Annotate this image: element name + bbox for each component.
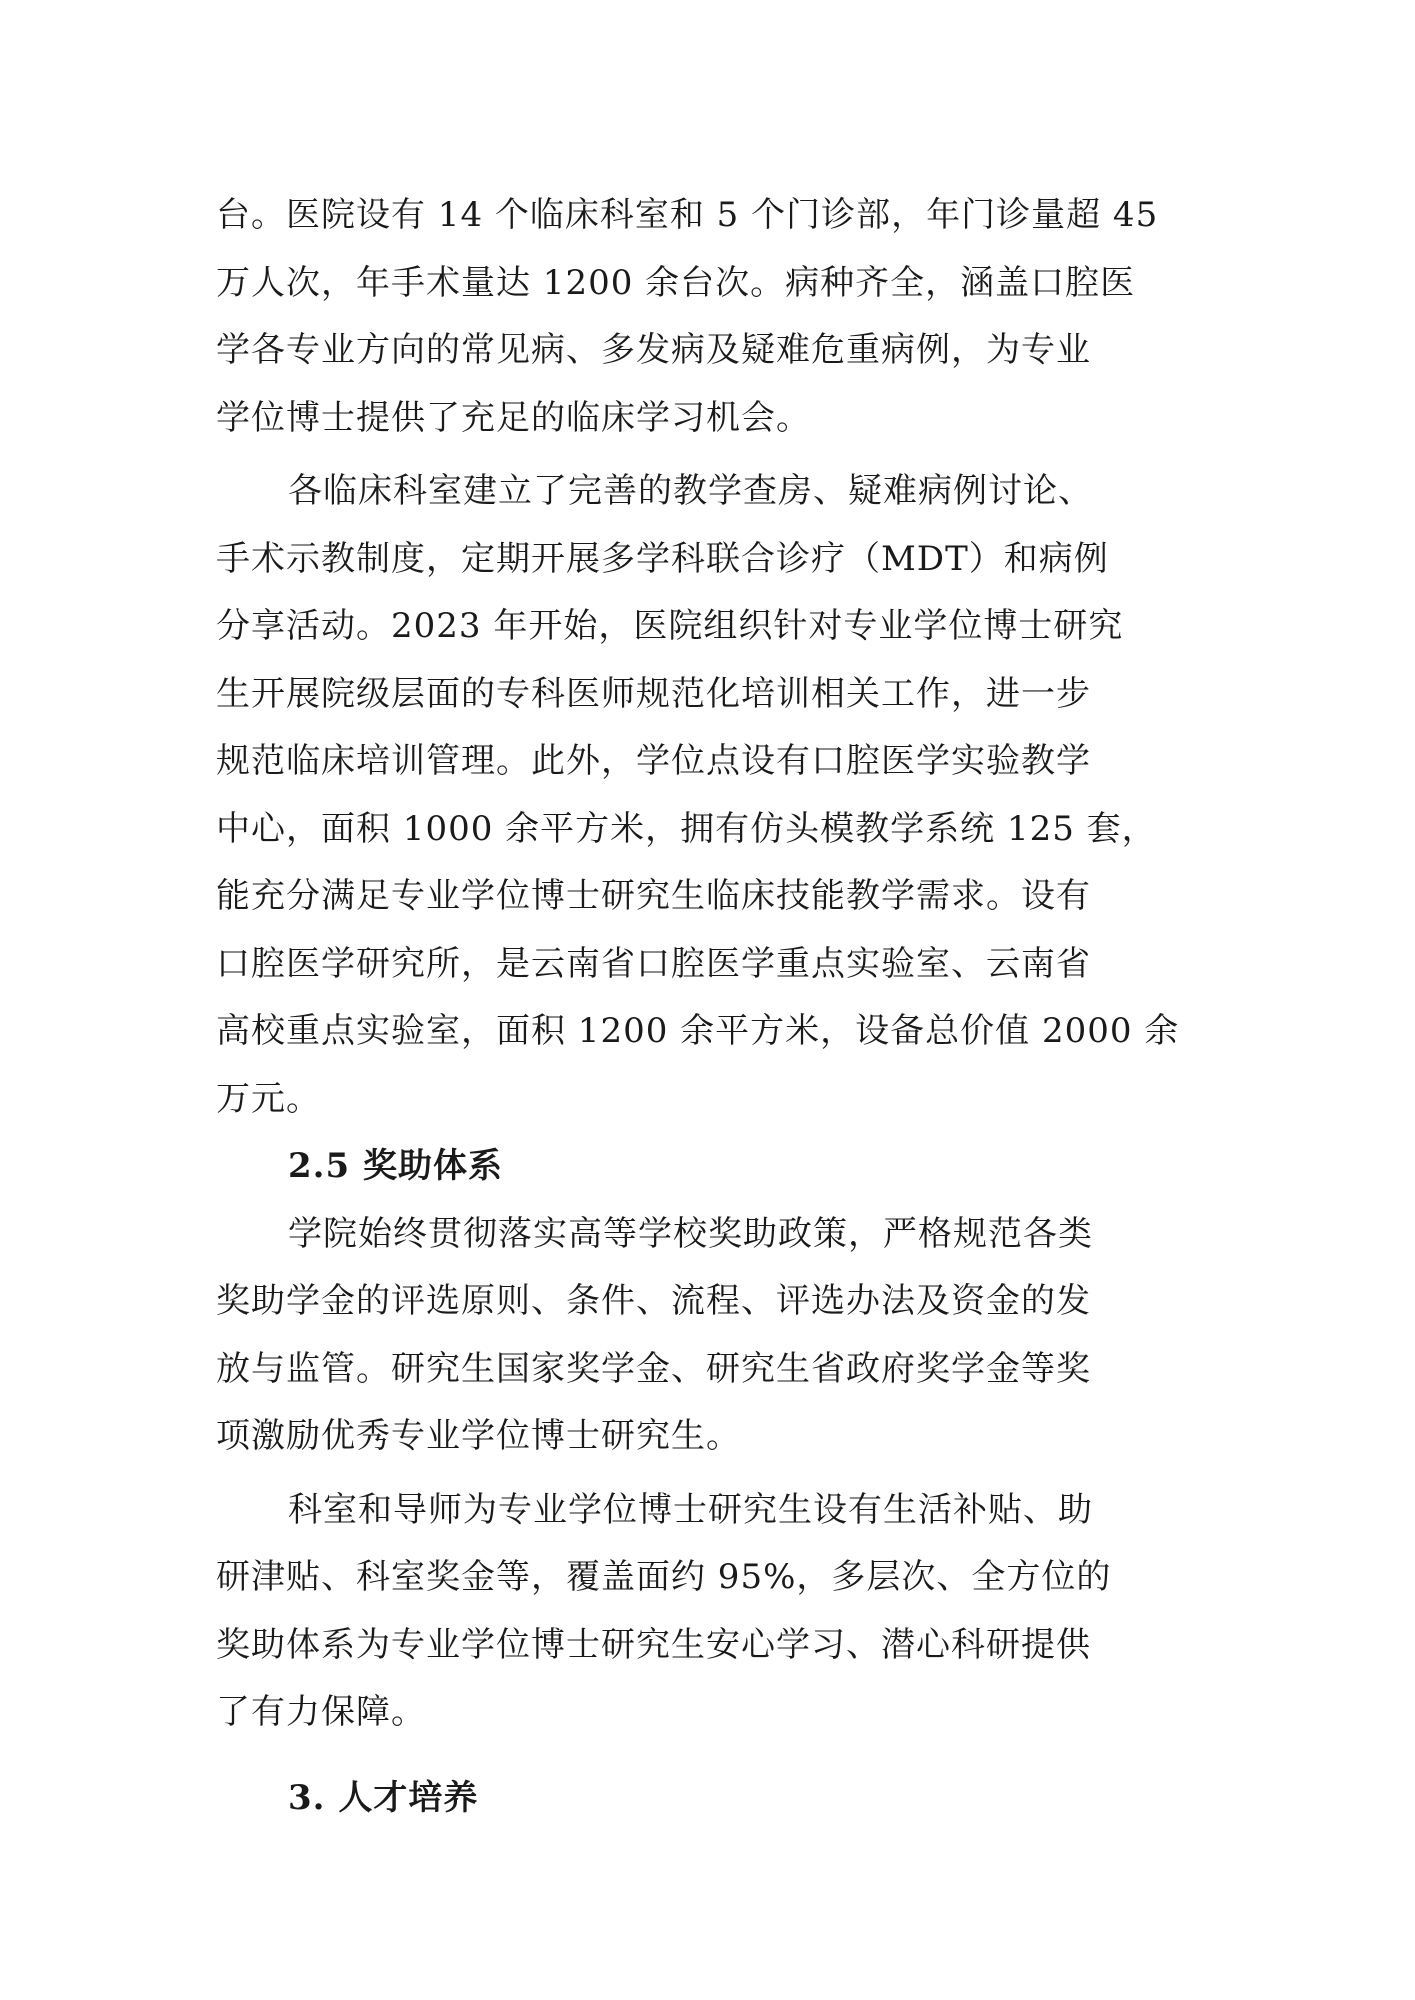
section-heading-3: 3. 人才培养 xyxy=(288,1777,479,1818)
text-line: 手术示教制度，定期开展多学科联合诊疗（MDT）和病例 xyxy=(216,538,1109,579)
text-line: 奖助体系为专业学位博士研究生安心学习、潜心科研提供 xyxy=(216,1624,1091,1665)
text-line: 科室和导师为专业学位博士研究生设有生活补贴、助 xyxy=(288,1489,1093,1530)
text-line: 能充分满足专业学位博士研究生临床技能教学需求。设有 xyxy=(216,876,1091,916)
text-line: 万人次，年手术量达 1200 余台次。病种齐全，涵盖口腔医 xyxy=(216,262,1136,303)
text-line: 规范临床培训管理。此外，学位点设有口腔医学实验教学 xyxy=(216,741,1091,781)
text-line: 高校重点实验室，面积 1200 余平方米，设备总价值 2000 余 xyxy=(216,1011,1180,1051)
text-line: 中心，面积 1000 余平方米，拥有仿头模教学系统 125 套， xyxy=(216,808,1157,849)
text-line: 分享活动。2023 年开始，医院组织针对专业学位博士研究 xyxy=(216,606,1124,646)
document-page xyxy=(216,182,1196,1832)
text-line: 了有力保障。 xyxy=(216,1692,426,1732)
paragraph-clinical-teaching xyxy=(216,458,1196,1133)
section-heading-2-5: 2.5 奖助体系 xyxy=(288,1146,503,1186)
text-line: 台。医院设有 14 个临床科室和 5 个门诊部，年门诊量超 45 xyxy=(216,195,1159,235)
paragraph-subsidies xyxy=(216,1477,1196,1747)
paragraph-scholarship-policy xyxy=(216,1201,1196,1471)
text-line: 各临床科室建立了完善的教学查房、疑难病例讨论、 xyxy=(288,471,1093,511)
text-line: 万元。 xyxy=(216,1078,321,1119)
text-line: 生开展院级层面的专科医师规范化培训相关工作，进一步 xyxy=(216,673,1091,714)
text-line: 项激励优秀专业学位博士研究生。 xyxy=(216,1416,741,1456)
text-line: 放与监管。研究生国家奖学金、研究生省政府奖学金等奖 xyxy=(216,1348,1091,1389)
text-line: 学院始终贯彻落实高等学校奖助政策，严格规范各类 xyxy=(288,1213,1093,1254)
text-line: 口腔医学研究所，是云南省口腔医学重点实验室、云南省 xyxy=(216,943,1091,984)
text-line: 学各专业方向的常见病、多发病及疑难危重病例，为专业 xyxy=(216,330,1091,370)
text-line: 学位博士提供了充足的临床学习机会。 xyxy=(216,397,811,438)
paragraph-hospital-overview xyxy=(216,182,1196,452)
text-line: 研津贴、科室奖金等，覆盖面约 95%，多层次、全方位的 xyxy=(216,1557,1112,1597)
text-line: 奖助学金的评选原则、条件、流程、评选办法及资金的发 xyxy=(216,1281,1091,1321)
